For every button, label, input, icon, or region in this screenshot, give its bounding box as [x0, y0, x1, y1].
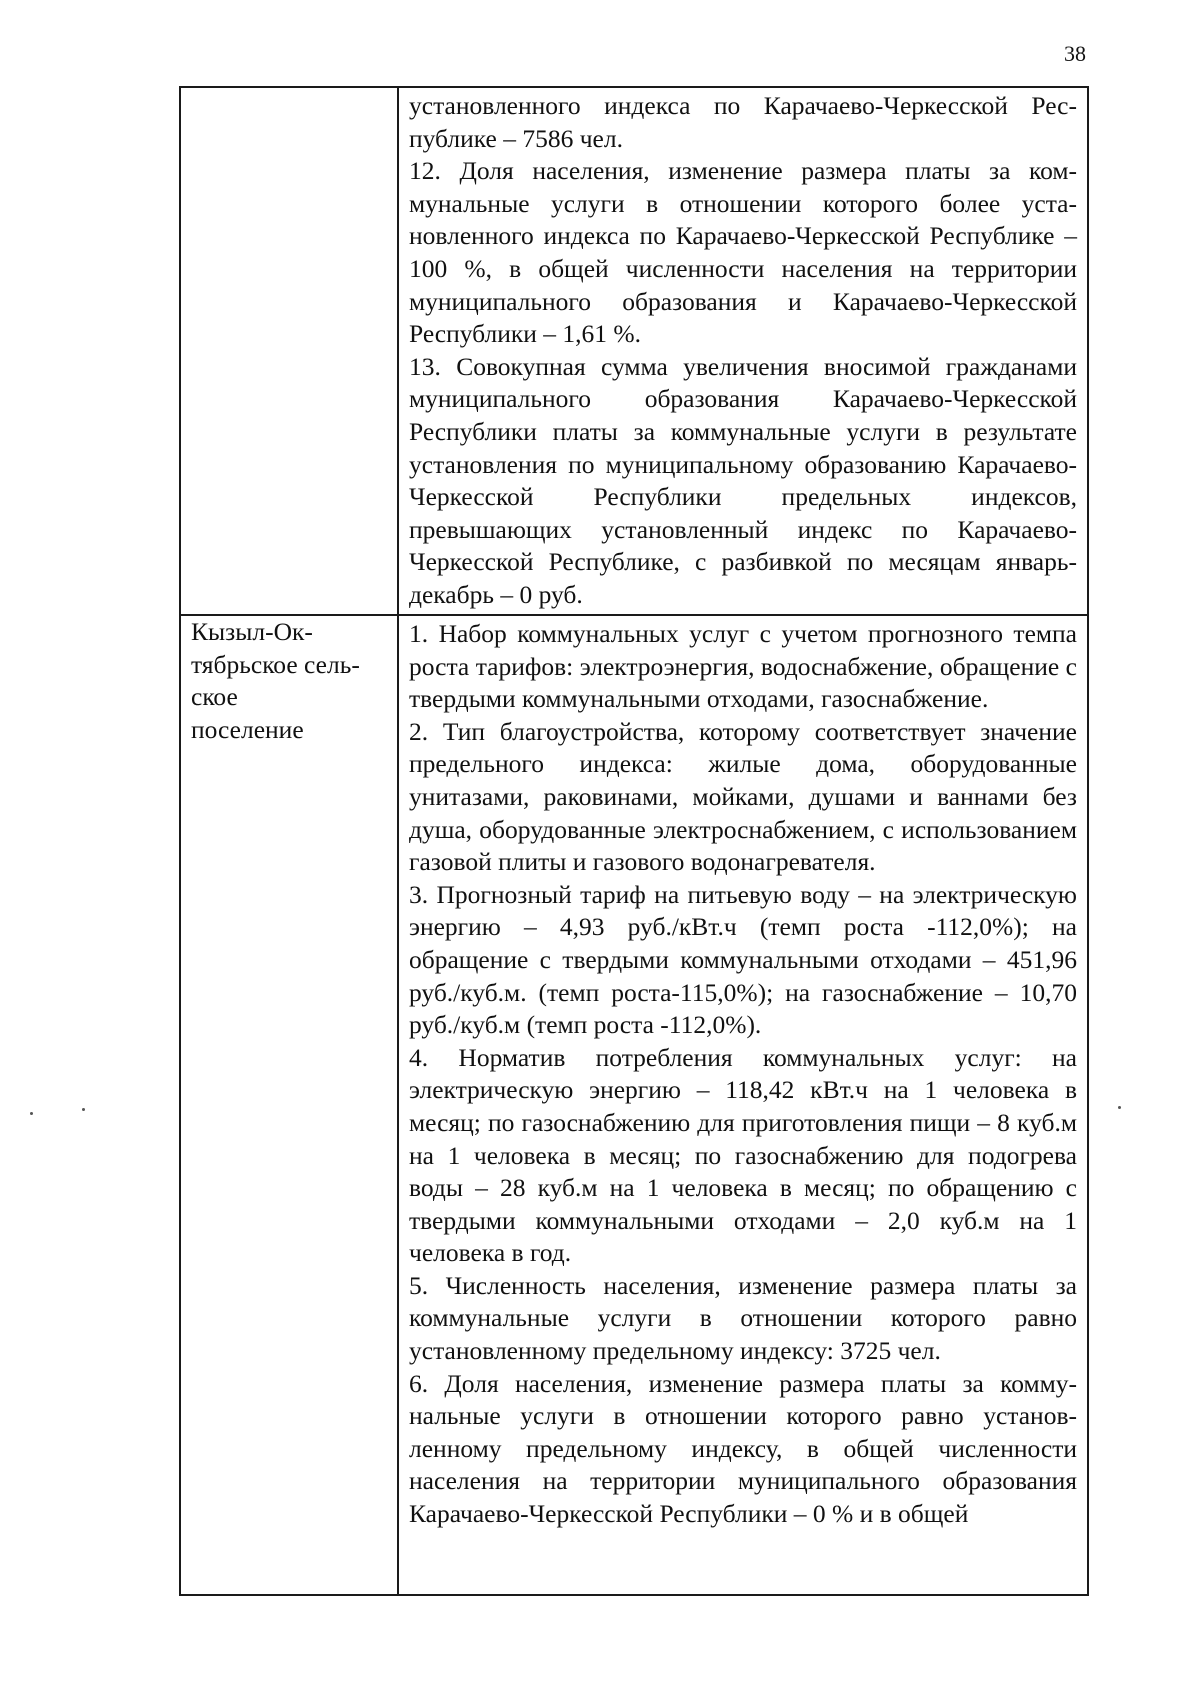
municipality-name-line: тябрьское сель-	[191, 649, 360, 679]
paragraph-item-4: 4. Норматив потребления коммунальных услуг: на электрическую энергию – 118,42 кВт.ч на 1 человека в месяц; по газоснабжению для приготовления пищи – 8 куб.м на 1 человека в месяц; по газоснабжению для подогрева воды – 28 куб.м на 1 человека в месяц; по обращению с твердыми коммунальными отходами – 2,0 куб.м на 1 человека в год.	[409, 1042, 1077, 1268]
municipality-name-line: поселение	[191, 714, 304, 744]
details-cell	[398, 615, 1088, 1595]
scan-speck	[30, 1112, 33, 1115]
paragraph-item-6: 6. Доля населения, изменение размера платы за коммунальные услуги в отношении которого равно установленному предельному индексу, в общей численности населения на территории муниципального образования Карачаево-Черкесской Республики – 0 % и в общей	[409, 1368, 1077, 1529]
paragraph-item-12: 12. Доля населения, изменение размера платы за коммунальные услуги в отношении которого более установленного индекса по Карачаево-Черкесской Республике – 100 %, в общей численности населения на территории муниципального образования и Карачаево-Черкесской Республики – 1,61 %.	[409, 156, 1077, 349]
indices-table	[179, 86, 1089, 1596]
municipality-cell-empty	[180, 87, 398, 615]
details-cell	[398, 87, 1088, 615]
table-row	[180, 87, 1088, 615]
paragraph-item-2: 2. Тип благоустройства, которому соответствует значение предельного индекса: жилые дома, оборудованные унитазами, раковинами, мойками, душами и ваннами без душа, оборудованные электроснабжением, с использованием газовой плиты и газового водонагревателя.	[409, 716, 1077, 877]
municipality-name-line: Кызыл-Ок-	[191, 617, 313, 646]
paragraph-item-13: 13. Совокупная сумма увеличения вносимой гражданами муниципального образования Карачаево-Черкесской Республики платы за коммунальные услуги в результате установления по муниципальному образованию Карачаево-Черкесской Республики предельных индексов, превышающих установленный индекс по Карачаево-Черкесской Республике, с разбивкой по месяцам январь-декабрь – 0 руб.	[409, 351, 1077, 609]
paragraph-item-5: 5. Численность населения, изменение размера платы за коммунальные услуги в отношении которого равно установленному предельному индексу: 3725 чел.	[409, 1270, 1077, 1366]
paragraph-continuation: установленного индекса по Карачаево-Черкесской Республике – 7586 чел.	[409, 91, 1077, 153]
scan-speck	[1118, 1106, 1121, 1109]
paragraph-item-3: 3. Прогнозный тариф на питьевую воду – на электрическую энергию – 4,93 руб./кВт.ч (темп роста -112,0%); на обращение с твердыми коммунальными отходами – 451,96 руб./куб.м. (темп роста-115,0%); на газоснабжение – 10,70 руб./куб.м (темп роста -112,0%).	[409, 879, 1077, 1040]
table-row	[180, 615, 1088, 1595]
municipality-cell	[180, 615, 398, 1595]
paragraph-item-1: 1. Набор коммунальных услуг с учетом прогнозного темпа роста тарифов: электроэнергия, водоснабжение, обращение с твердыми коммунальными отходами, газоснабжение.	[409, 619, 1077, 714]
municipality-name-line: ское	[191, 682, 238, 712]
scan-speck	[82, 1108, 85, 1111]
page-number: 38	[1064, 41, 1086, 66]
